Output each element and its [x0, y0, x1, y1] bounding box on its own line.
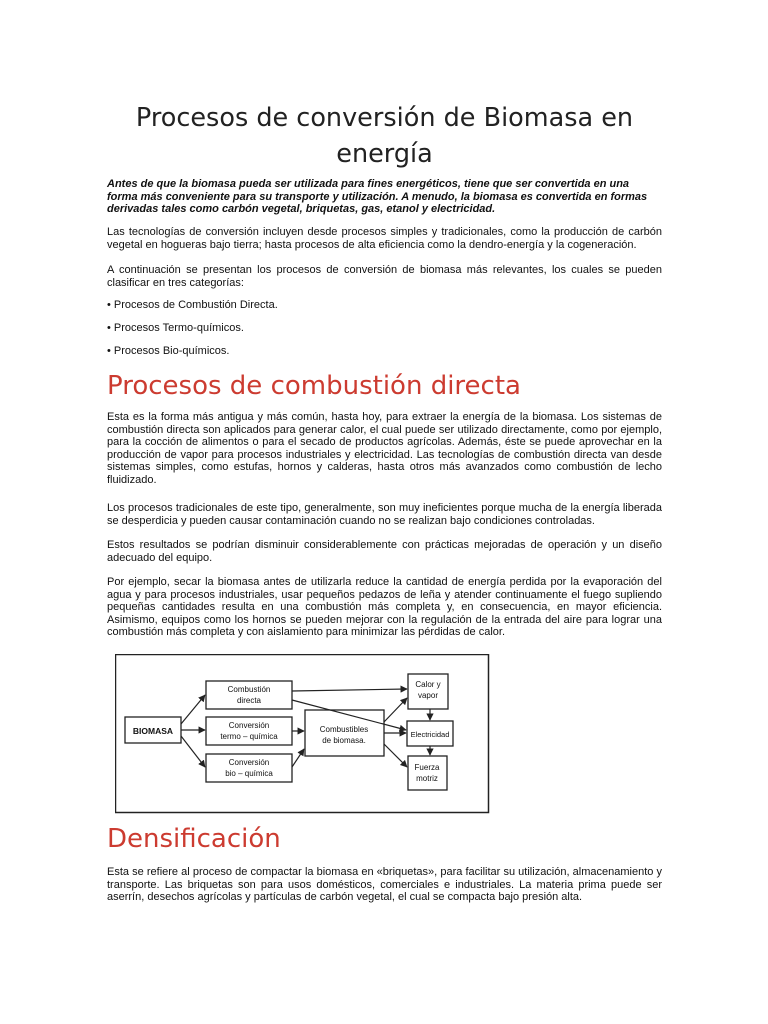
label-calor-2: vapor: [417, 691, 439, 700]
paragraph-combustion-3: Estos resultados se podrían disminuir considerablemente con prácticas mejoradas de operación y un diseño adecuado del equipo.: [107, 539, 662, 564]
label-combustion-2: directa: [236, 696, 262, 705]
intro-paragraph: Antes de que la biomasa pueda ser utilizada para fines energéticos, tiene que ser convertida en una forma más conveniente para su transporte y utilización. A menudo, la biomasa es convertida en formas derivadas tales como carbón vegetal, briquetas, gas, etanol y electricidad.: [107, 178, 648, 216]
label-combustibles-1: Combustibles: [319, 725, 369, 734]
label-electricidad: Electricidad: [410, 730, 450, 739]
section-heading-combustion: Procesos de combustión directa: [107, 371, 521, 401]
label-bio-1: Conversión: [228, 758, 270, 767]
label-combustibles-2: de biomasa.: [322, 736, 366, 745]
fuerza-box: [408, 756, 447, 790]
page-title: Procesos de conversión de Biomasa en energía: [135, 103, 634, 169]
paragraph-combustion-2: Los procesos tradicionales de este tipo, generalmente, son muy ineficientes porque mucha de la energía liberada se desperdicia y pueden causar contaminación cuando no se realizan bajo condiciones controladas.: [107, 502, 662, 527]
label-biomasa: BIOMASA: [132, 726, 174, 736]
label-calor-1: Calor y: [415, 680, 441, 689]
label-termo-1: Conversión: [228, 721, 270, 730]
label-fuerza-2: motriz: [416, 774, 438, 783]
section-heading-densificacion: Densificación: [107, 824, 281, 854]
bullet-biochemical: • Procesos Bio-químicos.: [107, 345, 230, 357]
paragraph-combustion-4: Por ejemplo, secar la biomasa antes de utilizarla reduce la cantidad de energía perdida por la evaporación del agua y para procesos industriales, usar pequeños pedazos de leña y atender continuamente el fuego supliendo pequeñas cantidades resulta en una combustión más completa y, en consecuencia, en mayor eficiencia. Asimismo, equipos como los hornos se pueden mejorar con la regulación de la entrada del aire para lograr una combustión más completa y con aislamiento para minimizar las pérdidas de calor.: [107, 576, 662, 639]
bullet-thermochemical: • Procesos Termo-químicos.: [107, 322, 244, 334]
bullet-combustion: • Procesos de Combustión Directa.: [107, 299, 278, 311]
paragraph-technologies: Las tecnologías de conversión incluyen desde procesos simples y tradicionales, como la producción de carbón vegetal en hogueras bajo tierra; hasta procesos de alta eficiencia como la dendro-energía y la cogeneración.: [107, 226, 662, 251]
label-combustion-1: Combustión: [227, 685, 271, 694]
paragraph-combustion-1: Esta es la forma más antigua y más común, hasta hoy, para extraer la energía de la biomasa. Los sistemas de combustión directa son aplicados para generar calor, el cual puede ser utilizado directamente, como por ejemplo, para la cocción de alimentos o para el secado de productos agrícolas. Además, éste se puede aprovechar en la producción de vapor para procesos industriales y electricidad. Las tecnologías de combustión directa van desde sistemas simples, como estufas, hornos y calderas, hasta otros más avanzados como combustión de lecho fluidizado.: [107, 411, 662, 486]
label-termo-2: termo – química: [220, 732, 278, 741]
conversion-diagram: [115, 654, 490, 814]
label-bio-2: bio – química: [225, 769, 273, 778]
label-fuerza-1: Fuerza: [414, 763, 440, 772]
paragraph-categories: A continuación se presentan los procesos de conversión de biomasa más relevantes, los cuales se pueden clasificar en tres categorías:: [107, 264, 662, 289]
paragraph-densificacion: Esta se refiere al proceso de compactar la biomasa en «briquetas», para facilitar su utilización, almacenamiento y transporte. Las briquetas son para usos domésticos, comerciales e industriales. La materia prima puede ser aserrín, desechos agrícolas y partículas de carbón vegetal, el cual se compacta bajo presión alta.: [107, 866, 662, 904]
